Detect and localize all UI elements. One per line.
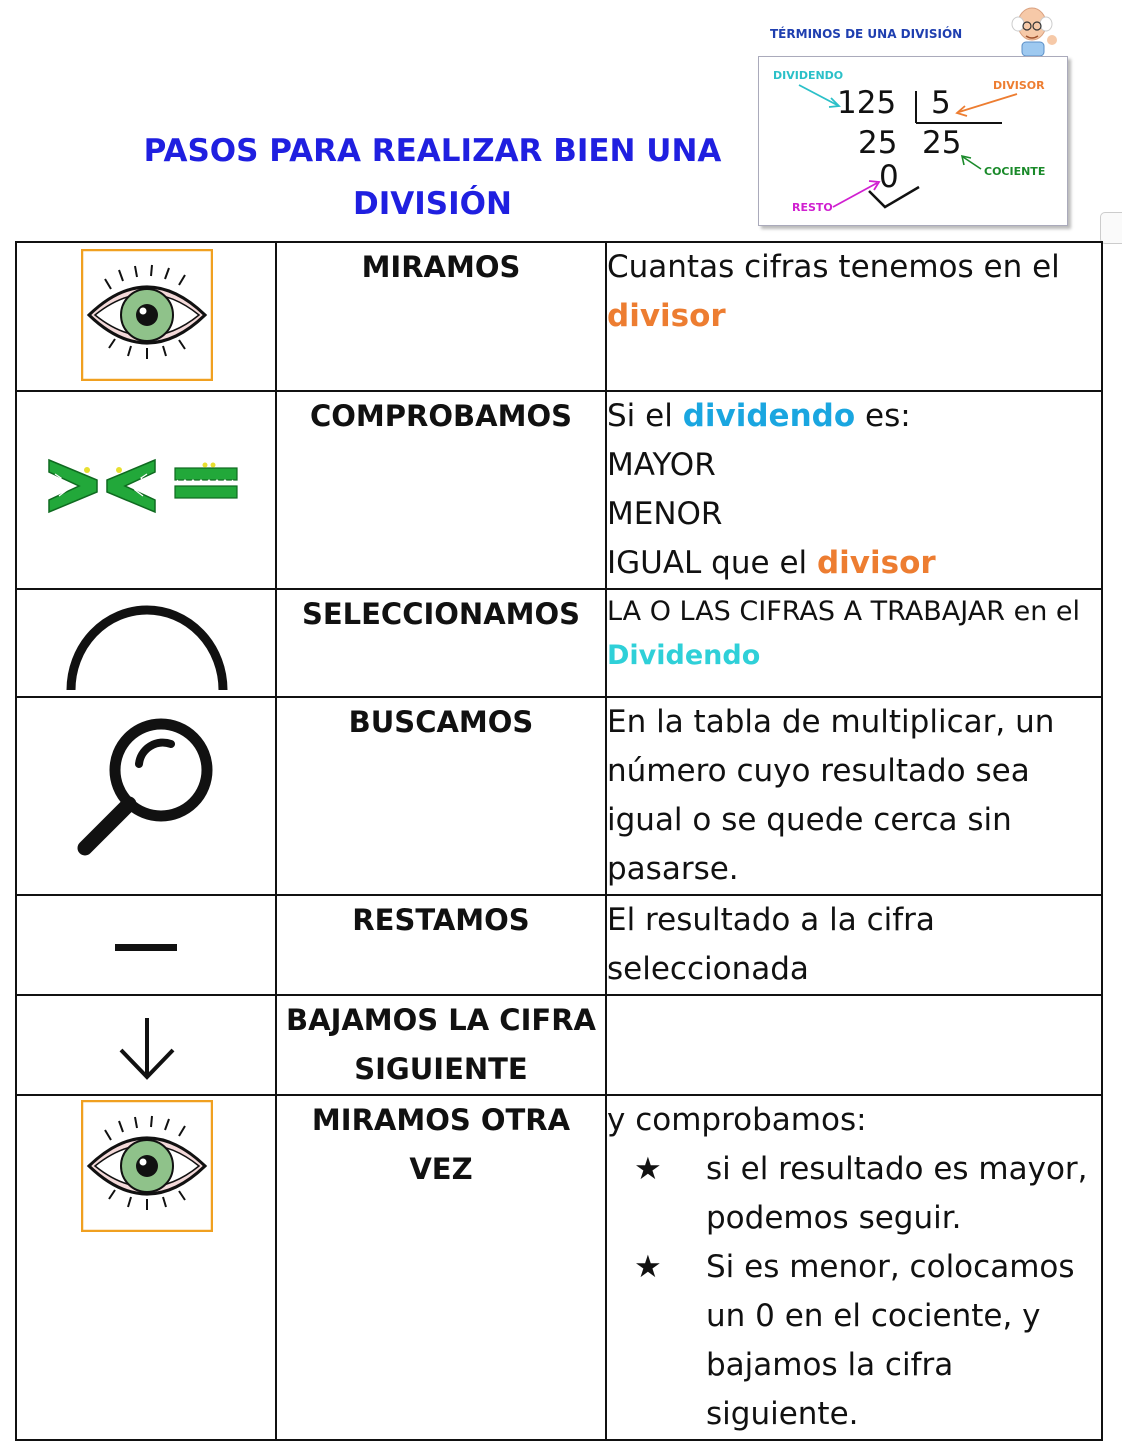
division-terms-diagram — [758, 56, 1068, 226]
desc-text: IGUAL que el — [607, 545, 808, 581]
eye-icon — [81, 249, 213, 381]
table-row — [16, 1095, 1102, 1440]
step-icon-cell — [16, 391, 276, 589]
table-row — [16, 242, 1102, 391]
step-icon-cell — [16, 1095, 276, 1440]
diagram-heading: TÉRMINOS DE UNA DIVISIÓN — [770, 27, 963, 41]
step-description: El resultado a la cifra seleccionada — [606, 895, 1102, 995]
desc-line — [607, 392, 1101, 441]
step-description — [606, 1095, 1102, 1440]
step-name: MIRAMOS — [276, 242, 606, 391]
desc-text: es: — [865, 398, 911, 434]
eye-icon — [81, 1100, 213, 1232]
step-description — [606, 391, 1102, 589]
step-icon-cell — [16, 895, 276, 995]
divisor-keyword: divisor — [816, 545, 936, 581]
resize-handle[interactable] — [1100, 212, 1122, 244]
page-title-line-1: PASOS PARA REALIZAR BIEN UNA — [143, 133, 722, 169]
crocodile-comparison-icon — [47, 456, 239, 516]
step-icon-cell — [16, 995, 276, 1095]
desc-line: y comprobamos: — [607, 1102, 867, 1138]
divisor-number: 5 — [931, 85, 951, 121]
dividend-label: DIVIDENDO — [773, 69, 844, 82]
remainder-label: RESTO — [792, 201, 833, 214]
star-icon: ★ — [634, 1249, 662, 1285]
table-row — [16, 995, 1102, 1095]
quotient-label: COCIENTE — [984, 165, 1046, 178]
partial-number: 25 — [858, 125, 898, 161]
dividendo-keyword: dividendo — [682, 398, 856, 434]
step-icon-cell — [16, 242, 276, 391]
desc-text: Cuantas cifras tenemos en el — [607, 249, 1060, 285]
desc-line: MAYOR — [607, 447, 716, 483]
table-row — [16, 895, 1102, 995]
list-item — [634, 1145, 1101, 1243]
step-description — [606, 995, 1102, 1095]
step-description — [606, 242, 1102, 391]
desc-line — [607, 539, 1101, 588]
bullet-text: si el resultado es mayor, podemos seguir. — [706, 1151, 1088, 1236]
arc-icon — [63, 594, 231, 692]
desc-text: LA O LAS CIFRAS A TRABAJAR en el — [607, 596, 1081, 627]
desc-line: MENOR — [607, 496, 723, 532]
bullet-text: Si es menor, colocamos un 0 en el cociente, y bajamos la cifra siguiente. — [706, 1249, 1075, 1432]
minus-icon — [115, 943, 177, 953]
remainder-number: 0 — [879, 159, 899, 195]
table-row — [16, 589, 1102, 697]
desc-text: Si el — [607, 398, 673, 434]
step-name: MIRAMOS OTRA VEZ — [276, 1095, 606, 1440]
arrow-down-icon — [115, 1014, 179, 1082]
table-row — [16, 697, 1102, 895]
magnifying-glass-icon — [71, 714, 221, 864]
quotient-number: 25 — [922, 125, 962, 161]
bullet-list — [607, 1145, 1101, 1439]
star-icon: ★ — [634, 1151, 662, 1187]
step-icon-cell — [16, 589, 276, 697]
list-item — [634, 1243, 1101, 1439]
step-description: En la tabla de multiplicar, un número cuyo resultado sea igual o se quede cerca sin pasarse. — [606, 697, 1102, 895]
dividendo-keyword: Dividendo — [607, 640, 761, 671]
step-name: SELECCIONAMOS — [276, 589, 606, 697]
step-name: BAJAMOS LA CIFRA SIGUIENTE — [276, 995, 606, 1095]
steps-table — [15, 241, 1103, 1441]
page-title-line-2: DIVISIÓN — [353, 186, 512, 222]
page-title — [130, 125, 735, 231]
step-description — [606, 589, 1102, 697]
divisor-label: DIVISOR — [993, 79, 1045, 92]
step-name: BUSCAMOS — [276, 697, 606, 895]
step-name: RESTAMOS — [276, 895, 606, 995]
teacher-icon — [1006, 2, 1062, 58]
table-row — [16, 391, 1102, 589]
step-name: COMPROBAMOS — [276, 391, 606, 589]
divisor-keyword: divisor — [607, 298, 726, 334]
step-icon-cell — [16, 697, 276, 895]
dividend-number: 125 — [837, 85, 897, 121]
